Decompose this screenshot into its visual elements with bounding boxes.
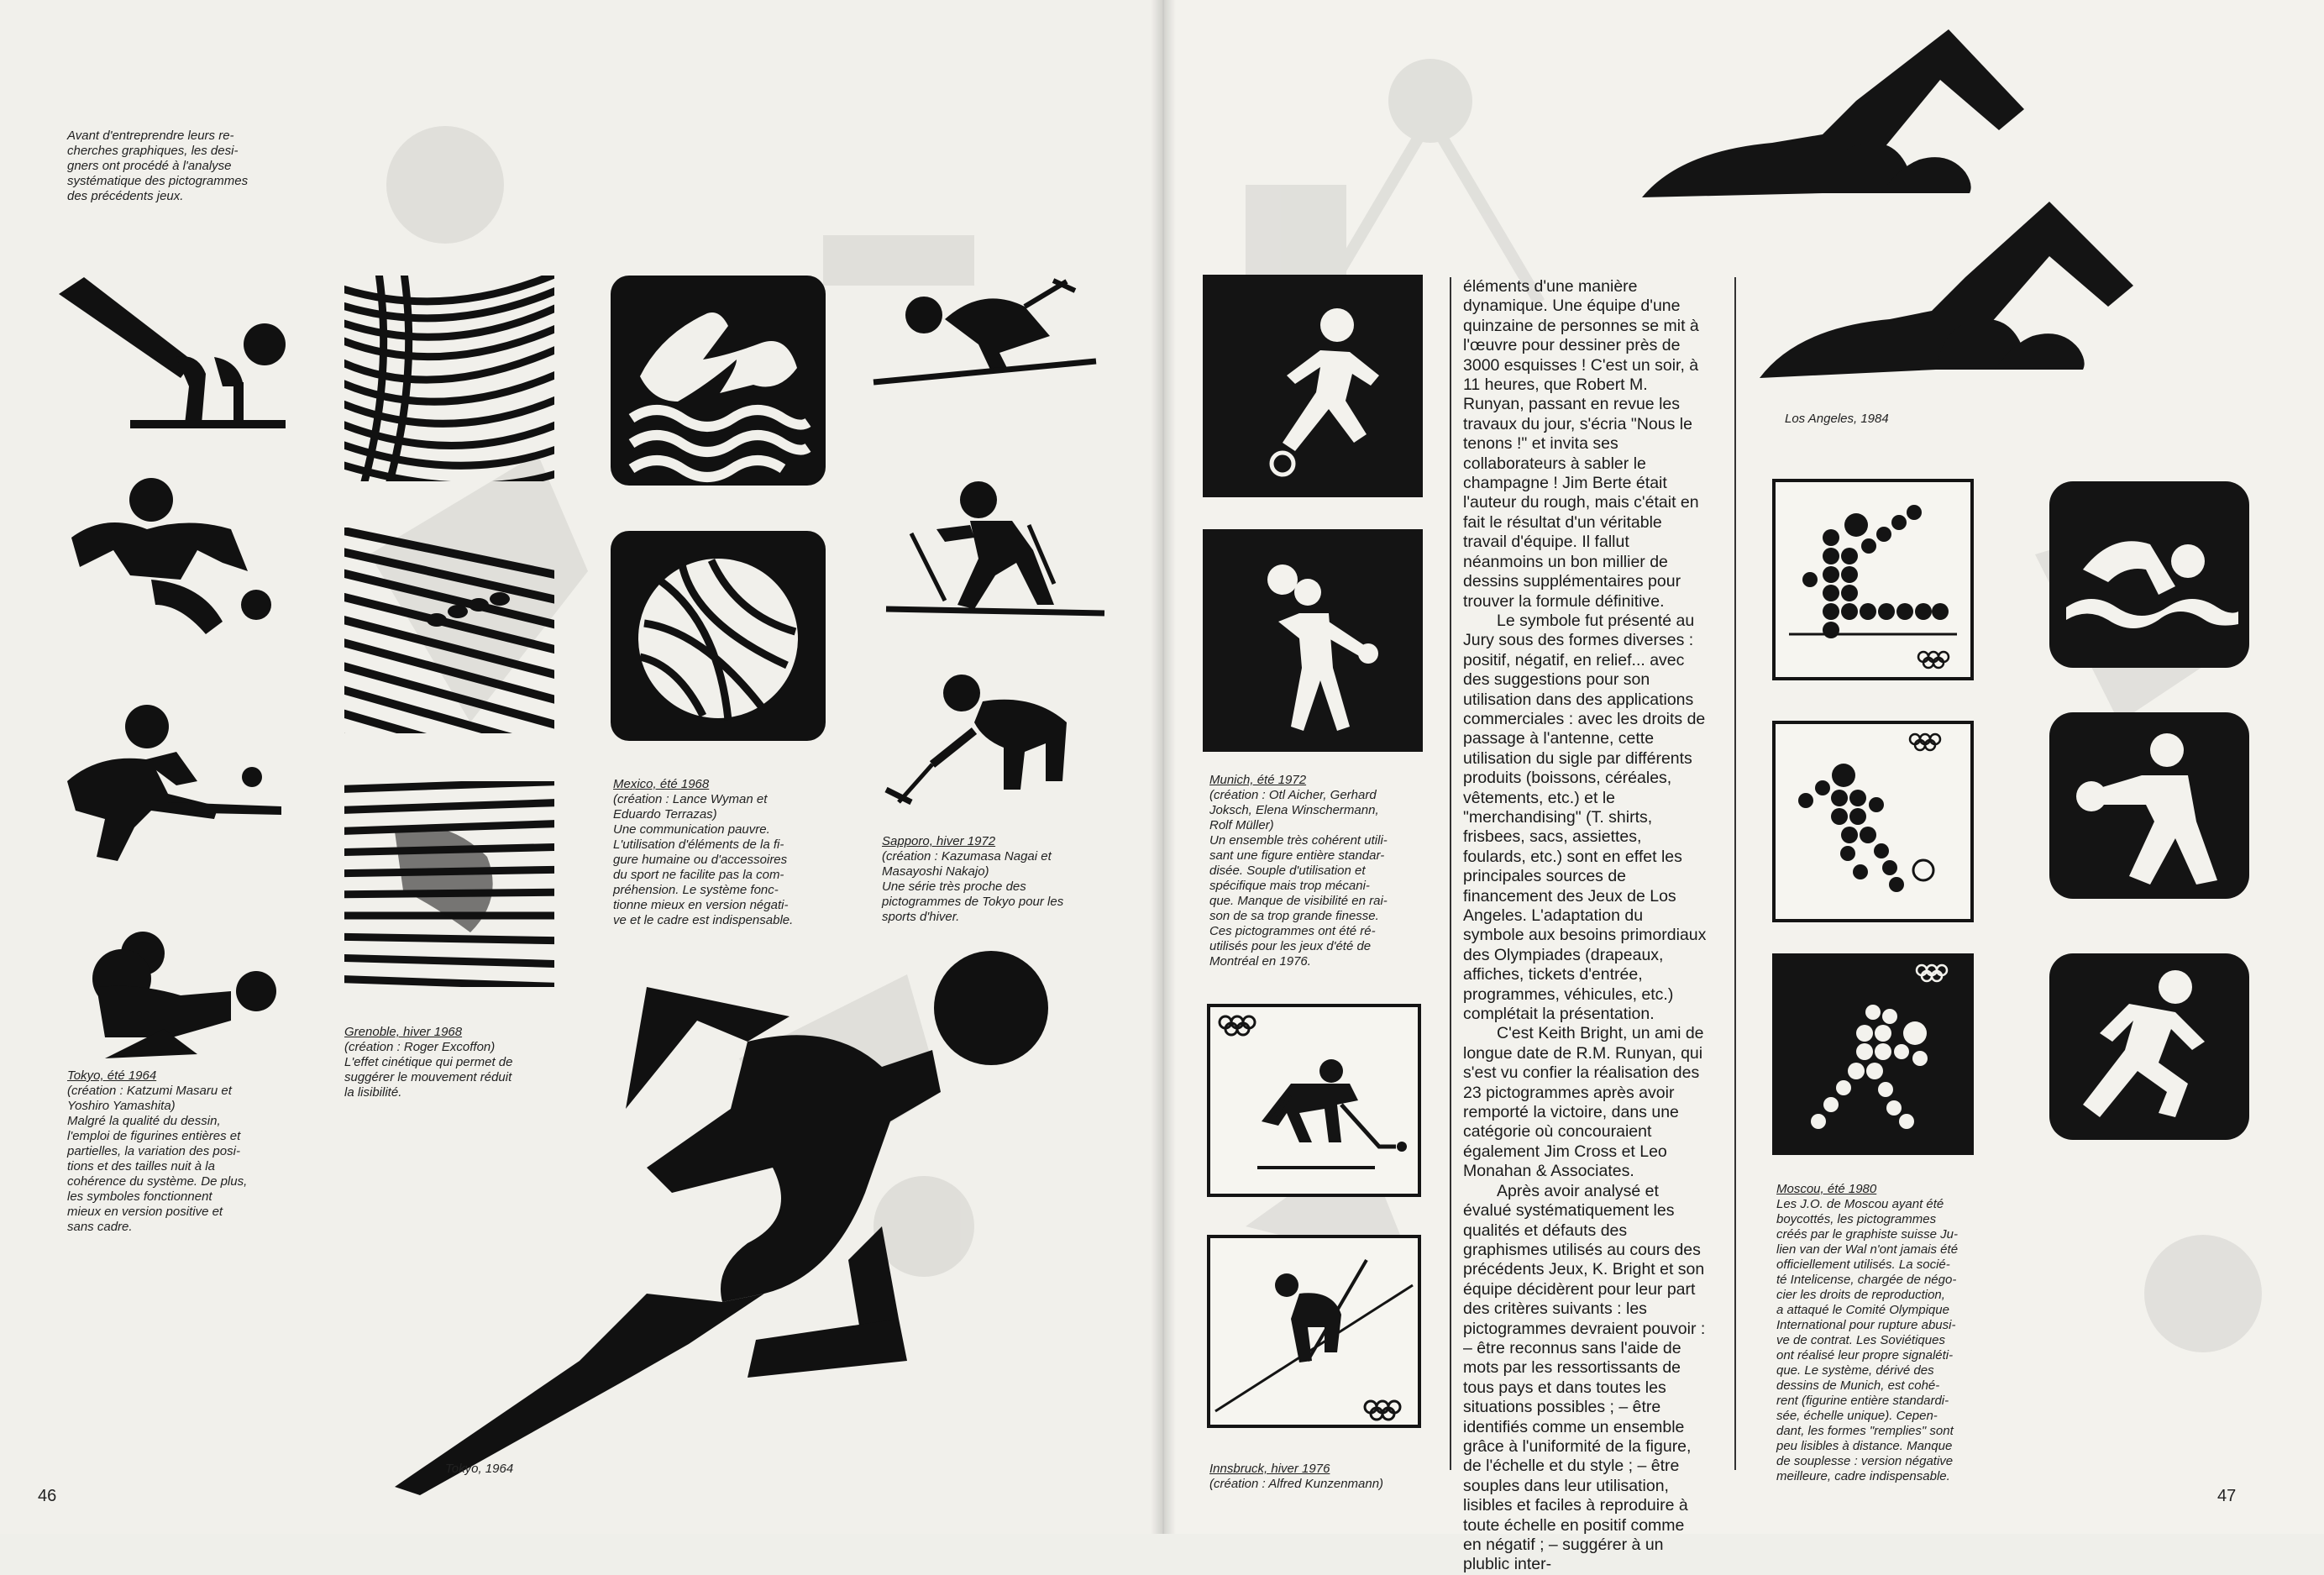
page-number-left: 46 [38, 1487, 57, 1505]
sapporo-ice-hockey-pictogram [882, 672, 1104, 806]
page-number-right: 47 [2217, 1487, 2237, 1505]
tokyo-boxing-pictogram [80, 928, 281, 1063]
caption-grenoble-1968: Grenoble, hiver 1968 (création : Roger Excoffon) L'effet cinétique qui permet de suggérer le mouvement réduit la lisibilité. [344, 1025, 513, 1100]
munich-football-pictogram [1203, 275, 1423, 497]
moscou-football-pictogram [1772, 721, 1974, 922]
innsbruck-alpine-ski-pictogram [1207, 1235, 1421, 1428]
body-paragraph-2: Le symbole fut présenté au Jury sous des formes diverses : positif, négatif, en relief... avec des suggestions pour son utilisation dans des applications commerciales : avec les droits de passage à l'antenne, cette utilisation du sigle par différents produits (boissons, céréales, vêtements, etc.) et le "merchandising" (T. shirts, frisbees, sacs, assiettes, foulards, etc.) sont en effet les principales sources de financement des Jeux de Los Angeles. L'adaptation du symbole aux besoins primordiaux des Olympiades (drapeaux, affiches, tickets d'entrée, programmes, véhicules, etc.) complétait la présentation. [1463, 611, 1707, 1024]
caption-sapporo-1972: Sapporo, hiver 1972 (création : Kazumasa Nagai et Masayoshi Nakajo) Une série très proche des pictogrammes de Tokyo pour les sports d'hiver. [882, 834, 1064, 924]
left-page [0, 0, 1162, 1534]
moscou-gymnastics-pictogram [1772, 479, 1974, 680]
tokyo-hockey-pictogram [50, 701, 286, 861]
column-rule-left [1450, 277, 1451, 1470]
sapporo-cross-country-pictogram [886, 475, 1104, 622]
munich-boxing-pictogram [1203, 529, 1423, 752]
body-text-column [1463, 277, 1707, 1575]
intro-caption: Avant d'entreprendre leurs re- cherches graphiques, les desi- gners ont procédé à l'analyse systématique des pictogrammes des précédents jeux. [67, 129, 249, 203]
caption-munich-1972: Munich, été 1972 (création : Otl Aicher, Gerhard Joksch, Elena Winschermann, Rolf Müller) Un ensemble très cohérent utili- sant une figure entière standar- disée. Souple d'utilisation et spécifique mais trop mécani- que. Manque de visibilité en rai- son de sa trop grande finesse. Ces pictogrammes ont été ré- utilisés pour les jeux d'été de Montréal en 1976. [1209, 773, 1388, 969]
mexico-swimming-pictogram [611, 276, 826, 486]
caption-innsbruck-1976: Innsbruck, hiver 1976 (création : Alfred Kunzenmann) [1209, 1462, 1384, 1491]
grenoble-kinetic-pictogram-2 [344, 528, 554, 733]
moscou-running-pictogram [1772, 953, 1974, 1155]
tokyo-gymnastics-pictogram [50, 269, 294, 437]
sapporo-ski-jump-pictogram [873, 277, 1100, 395]
mexico-volleyball-pictogram [611, 531, 826, 741]
body-paragraph-4: Après avoir analysé et évalué systématiquement les qualités et défauts des graphismes utilisés au cours des précédents Jeux, K. Bright et son équipe décidèrent pour leur part des critères suivants : les pictogrammes devraient pouvoir : – être reconnus sans l'aide de mots par les ressortissants de tous pays et dans toutes les situations possibles ; – être identifiés comme un ensemble grâce à l'uniformité de la figure, de l'échelle et du style ; – être souples dans leur utilisation, lisibles et faciles à reproduire à toute échelle en positif comme en négatif ; – suggérer à un plublic inter- [1463, 1181, 1706, 1574]
los-angeles-1984-symbol [1629, 25, 2234, 420]
spine-gutter [1151, 0, 1176, 1534]
tokyo-football-pictogram [55, 470, 281, 638]
tokyo-1964-runner-pictogram [395, 941, 1067, 1512]
body-paragraph-1: éléments d'une manière dynamique. Une équipe d'une quinzaine de personnes se mit à l'œuvre pour dessiner près de 3000 esquisses ! C'est un soir, à 11 heures, que Robert M. Runyan, passant en revue les travaux du jour, s'écria "Nous le tenons !" et invita ses collaborateurs à sabler le champagne ! Jim Berte était l'auteur du rough, mais c'était en fait le résultat d'un véritable travail d'équipe. Il fallut néanmoins un bon millier de dessins supplémentaires pour trouver la formule définitive. [1463, 277, 1699, 611]
caption-tokyo-1964-big: Tokyo, 1964 [445, 1462, 514, 1476]
caption-tokyo-1964: Tokyo, été 1964 (création : Katzumi Masaru et Yoshiro Yamashita) Malgré la qualité du dessin, l'emploi de figurines entières et partielles, la variation des posi- tions et des tailles nuit à la cohérence du système. De plus, les symboles fonctionnent mieux en version positive et sans cadre. [67, 1068, 248, 1234]
caption-mexico-1968: Mexico, été 1968 (création : Lance Wyman et Eduardo Terrazas) Une communication pauvre. L'utilisation d'éléments de la fi- gure humaine ou d'accessoires du sport ne facilite pas la com- préhension. Le système fonc- tionne mieux en version négati- ve et le cadre est indispensable. [613, 777, 794, 927]
body-paragraph-3: C'est Keith Bright, un ami de longue date de R.M. Runyan, qui s'est vu confier la réalisation des 23 pictogrammes après avoir remporté la victoire, dans une catégorie où concouraient également Jim Cross et Leo Monahan & Associates. [1463, 1024, 1704, 1181]
los-angeles-swimming-pictogram [2049, 481, 2249, 668]
los-angeles-boxing-pictogram [2049, 712, 2249, 899]
innsbruck-ice-hockey-pictogram [1207, 1004, 1421, 1197]
los-angeles-running-pictogram [2049, 953, 2249, 1140]
caption-moscou-1980: Moscou, été 1980 Les J.O. de Moscou ayant été boycottés, les pictogrammes créés par le graphiste suisse Ju- lien van der Wal n'ont jamais été officiellement utilisés. La socié- té Intelicense, chargée de négo- cier les droits de reproduction, a attaqué le Comité Olympique International pour rupture abusi- ve de contrat. Les Soviétiques ont réalisé leur propre signaléti- que. Le système, dérivé des dessins de Munich, est cohé- rent (figurine entière standardi- sée, échelle unique). Cepen- dant, les formes "remplies" sont peu lisibles à distance. Manque de souplesse : version négative meilleure, cadre indispensable. [1776, 1182, 1959, 1483]
caption-los-angeles-1984: Los Angeles, 1984 [1785, 412, 1889, 426]
column-rule-right [1734, 277, 1736, 1470]
grenoble-kinetic-pictogram-1 [344, 276, 554, 481]
